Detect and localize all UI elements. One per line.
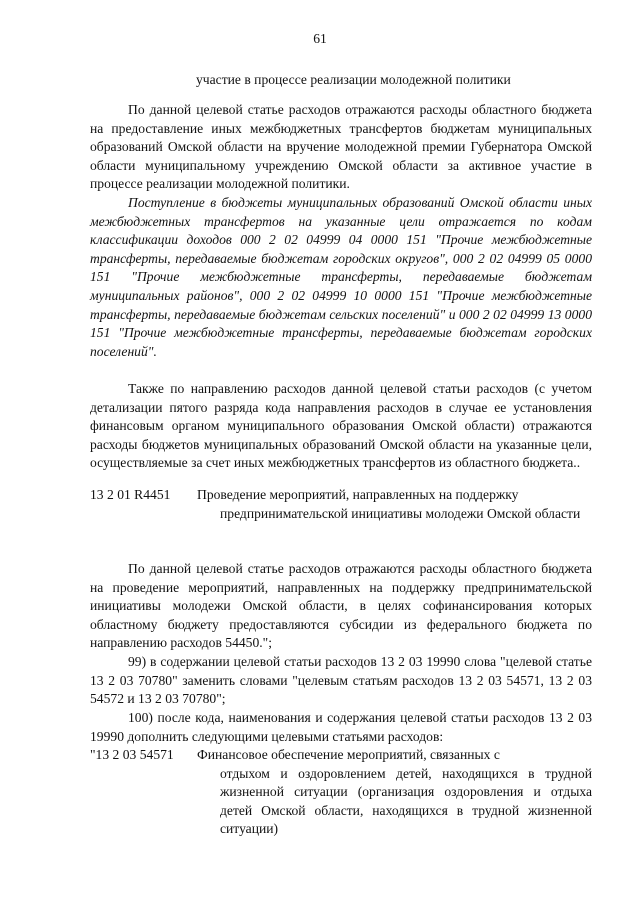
entry-title-first-line: Финансовое обеспечение мероприятий, связанных с [197, 747, 500, 762]
entry-code: 13 2 01 R4451 [90, 487, 171, 502]
paragraph-entrepreneurship-description: По данной целевой статье расходов отражаются расходы областного бюджета на проведение мероприятий, направленных на поддержку предпринимательской инициативы молодежи Омской области, в целях софинансирования которых областному бюджету предоставляются субсидии из федерального бюджета по направлению расходов 54450."; [90, 561, 592, 651]
entry-code: "13 2 03 54571 [90, 747, 174, 762]
continued-article-title: участие в процессе реализации молодежной политики [196, 72, 511, 87]
entry-title-first-line: Проведение мероприятий, направленных на поддержку [197, 487, 519, 502]
paragraph-amendment-99: 99) в содержании целевой статьи расходов 13 2 03 19990 слова "целевой статье 13 2 03 70780" заменить словами "целевым статьям расходов 13 2 03 54571, 13 2 03 54572 и 13 2 03 70780"; [90, 654, 592, 707]
page-number: 61 [313, 31, 327, 46]
paragraph-revenue-codes: Поступление в бюджеты муниципальных образований Омской области иных межбюджетных трансфертов на указанные цели отражается по кодам классификации доходов 000 2 02 04999 04 0000 151 "Прочие межбюджетные трансферты, передаваемые бюджетам городских округов", 000 2 02 04999 05 0000 151 "Прочие межбюджетные трансферты, передаваемые бюджетам муниципальных районов", 000 2 02 04999 10 0000 151 "Прочие межбюджетные трансферты, передаваемые бюджетам сельских поселений" и 000 2 02 04999 13 0000 151 "Прочие межбюджетные трансферты, передаваемые бюджетам городских поселений". [90, 195, 592, 359]
entry-title [197, 486, 592, 523]
paragraph-article-description: По данной целевой статье расходов отражаются расходы областного бюджета на предоставление иных межбюджетных трансфертов бюджетам муниципальных образований Омской области на вручение молодежной премии Губернатора Омской области муниципальному учреждению Омской области за активное участие в процессе реализации молодежной политики. [90, 102, 592, 192]
paragraph-amendment-100: 100) после кода, наименования и содержания целевой статьи расходов 13 2 03 19990 дополнить следующими целевыми статьями расходов: [90, 710, 592, 744]
entry-title [197, 746, 592, 839]
entry-title-rest: предпринимательской инициативы молодежи Омской области [220, 505, 581, 521]
entry-title-rest: отдыхом и оздоровлением детей, находящихся в трудной жизненной ситуации (организация оздоровления и отдыха детей Омской области, находящихся в трудной жизненной ситуации) [220, 765, 592, 837]
paragraph-municipal-expenses: Также по направлению расходов данной целевой статьи расходов (с учетом детализации пятого разряда кода направления расходов в случае ее установления финансовым органом муниципального образования Омской области) отражаются расходы бюджетов муниципальных образований Омской области на указанные цели, осуществляемые за счет иных межбюджетных трансфертов из областного бюджета.. [90, 381, 592, 471]
